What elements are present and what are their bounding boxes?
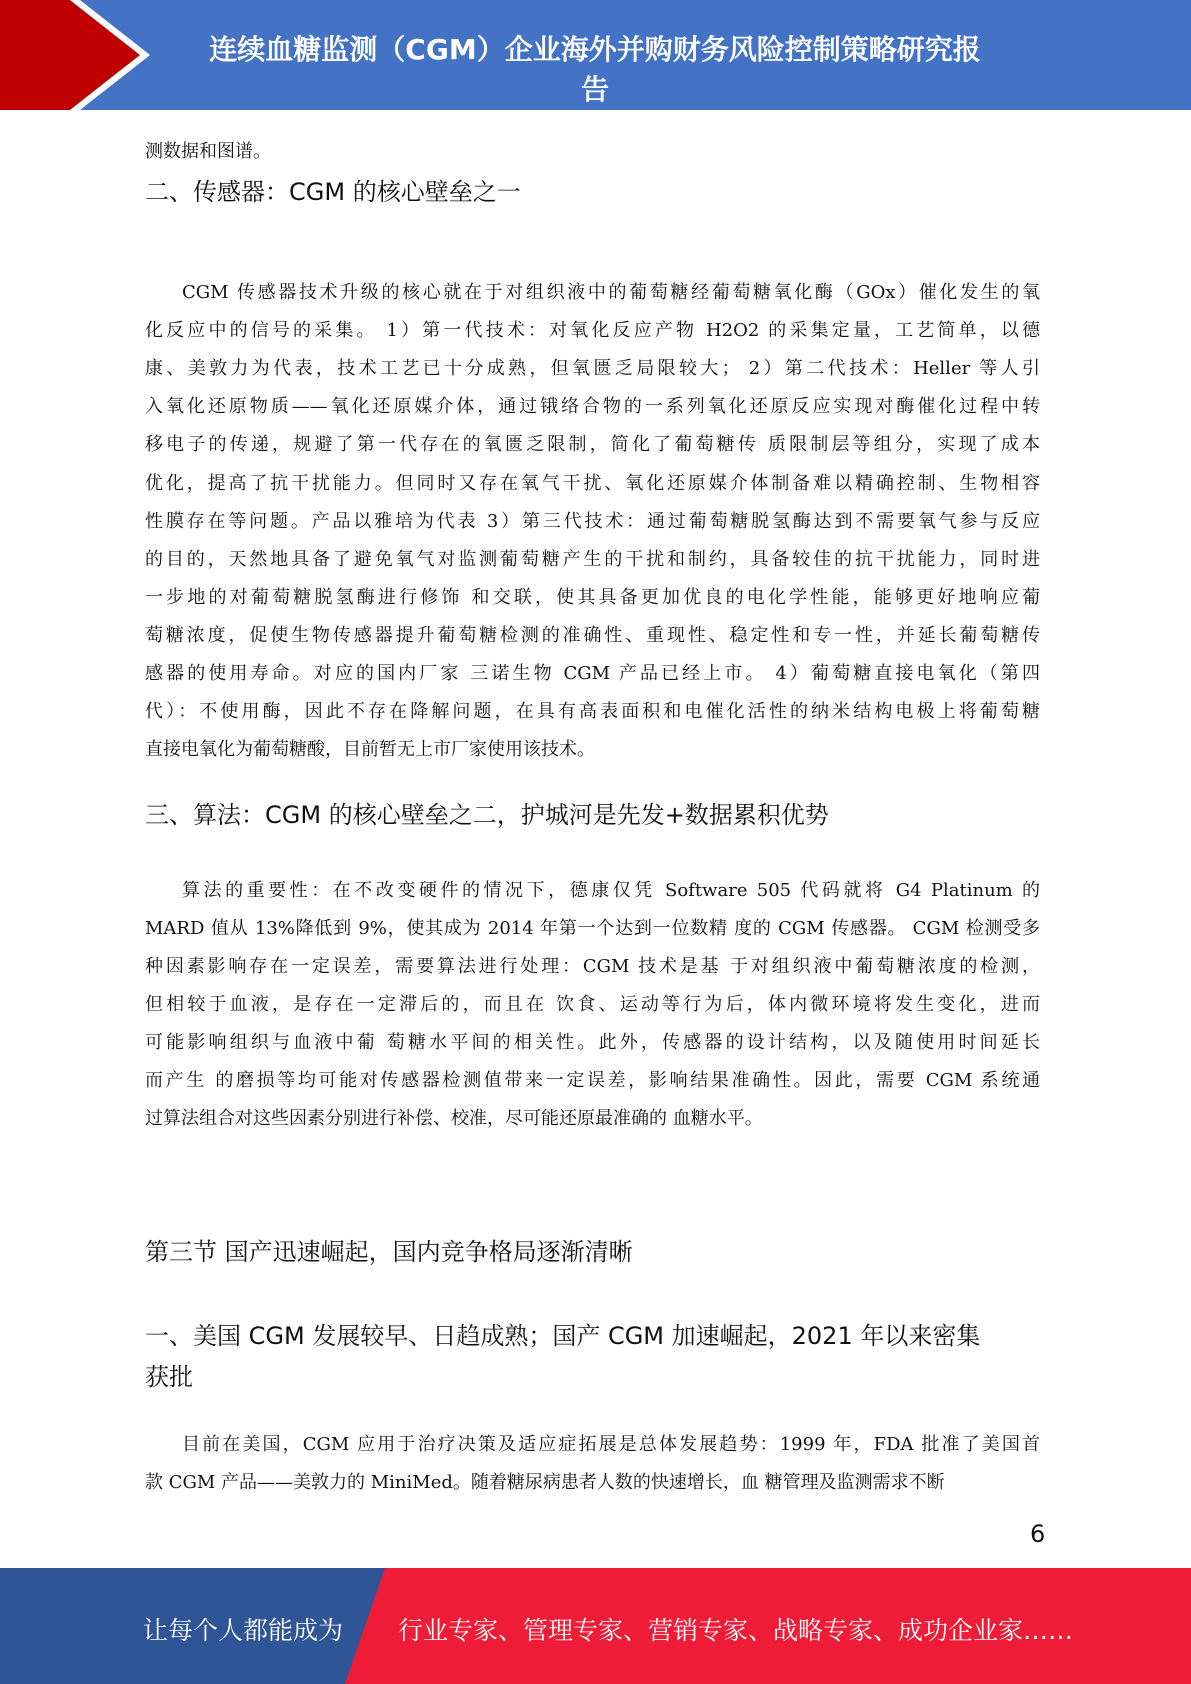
paragraph-line: 化反应中的信号的采集。 1）第一代技术：对氧化反应产物 H2O2 的采集定量，工艺简单，以德 [145, 320, 1040, 342]
paragraph-line: 的目的，天然地具备了避免氧气对监测葡萄糖产生的干扰和制约，具备较佳的抗干扰能力，同时进 [145, 548, 1040, 570]
section-heading-us-line-2: 获批 [145, 1363, 193, 1391]
paragraph-line: 感器的使用寿命。对应的国内厂家 三诺生物 CGM 产品已经上市。 4）葡萄糖直接电氧化（第四 [145, 663, 1040, 684]
report-title-line-1: 连续血糖监测（CGM）企业海外并购财务风险控制策略研究报 [209, 33, 981, 66]
paragraph-line: 优化，提高了抗干扰能力。但同时又存在氧气干扰、氧化还原媒介体制备难以精确控制、生物相容 [145, 472, 1040, 494]
paragraph-line: 但相较于血液，是存在一定滞后的，而且在 饮食、运动等行为后，体内微环境将发生变化，进而 [145, 994, 1040, 1015]
paragraph-line: 款 CGM 产品——美敦力的 MiniMed。随着糖尿病患者人数的快速增长，血 糖管理及监测需求不断 [145, 1472, 945, 1493]
paragraph-line: 康、美敦力为代表，技术工艺已十分成熟，但氧匮乏局限较大； 2）第二代技术：Heller 等人引 [145, 358, 1040, 380]
paragraph-line: 直接电氧化为葡萄糖酸，目前暂无上市厂家使用该技术。 [145, 739, 595, 761]
paragraph-line: 目前在美国，CGM 应用于治疗决策及适应症拓展是总体发展趋势：1999 年，FDA 批准了美国首 [182, 1434, 1040, 1455]
paragraph-line: 算法的重要性：在不改变硬件的情况下，德康仅凭 Software 505 代码就将 G4 Platinum 的 [182, 880, 1040, 901]
section-heading-us-line-1: 一、美国 CGM 发展较早、日趋成熟；国产 CGM 加速崛起，2021 年以来密集 [145, 1322, 981, 1350]
footer-slogan-right: 行业专家、管理专家、营销专家、战略专家、成功企业家…… [398, 1616, 1074, 1645]
report-title [150, 30, 1040, 110]
section-heading-sensor: 二、传感器：CGM 的核心壁垒之一 [145, 178, 521, 206]
paragraph-line: 而产生 的磨损等均可能对传感器检测值带来一定误差，影响结果准确性。因此，需要 CGM 系统通 [145, 1070, 1040, 1091]
paragraph-line: MARD 值从 13%降低到 9%，使其成为 2014 年第一个达到一位数精 度的 CGM 传感器。 CGM 检测受多 [145, 918, 1040, 939]
body-text-fragment: 测数据和图谱。 [145, 141, 271, 162]
report-title-line-2: 告 [580, 73, 609, 106]
paragraph-line: CGM 传感器技术升级的核心就在于对组织液中的葡萄糖经葡萄糖氧化酶（GOx）催化发生的氧 [182, 282, 1040, 303]
paragraph-line: 种因素影响存在一定误差，需要算法进行处理：CGM 技术是基 于对组织液中葡萄糖浓度的检测， [145, 956, 1040, 977]
paragraph-line: 代）：不使用酶，因此不存在降解问题，在具有高表面积和电催化活性的纳米结构电极上将葡萄糖 [145, 701, 1040, 723]
paragraph-line: 萄糖浓度，促使生物传感器提升葡萄糖检测的准确性、重现性、稳定性和专一性，并延长葡萄糖传 [145, 624, 1040, 646]
paragraph-line: 移电子的传递，规避了第一代存在的氧匮乏限制，简化了葡萄糖传 质限制层等组分，实现了成本 [145, 434, 1040, 456]
paragraph-line: 一步地的对葡萄糖脱氢酶进行修饰 和交联，使其具备更加优良的电化学性能，能够更好地响应葡 [145, 586, 1040, 608]
paragraph-line: 过算法组合对这些因素分别进行补偿、校准，尽可能还原最准确的 血糖水平。 [145, 1108, 763, 1129]
section-heading-algorithm: 三、算法：CGM 的核心壁垒之二，护城河是先发+数据累积优势 [145, 801, 829, 829]
report-header-band [0, 0, 1191, 110]
paragraph-line: 性膜存在等问题。产品以雅培为代表 3）第三代技术：通过葡萄糖脱氢酶达到不需要氧气参与反应 [145, 510, 1040, 532]
footer-slogan-left: 让每个人都能成为 [143, 1616, 344, 1645]
paragraph-line: 入氧化还原物质——氧化还原媒介体，通过锇络合物的一系列氧化还原反应实现对酶催化过程中转 [145, 396, 1040, 418]
chapter-heading: 第三节 国产迅速崛起，国内竞争格局逐渐清晰 [145, 1238, 633, 1266]
page-number: 6 [1030, 1520, 1046, 1548]
paragraph-line: 可能影响组织与血液中葡 萄糖水平间的相关性。此外，传感器的设计结构，以及随使用时间延长 [145, 1032, 1040, 1053]
